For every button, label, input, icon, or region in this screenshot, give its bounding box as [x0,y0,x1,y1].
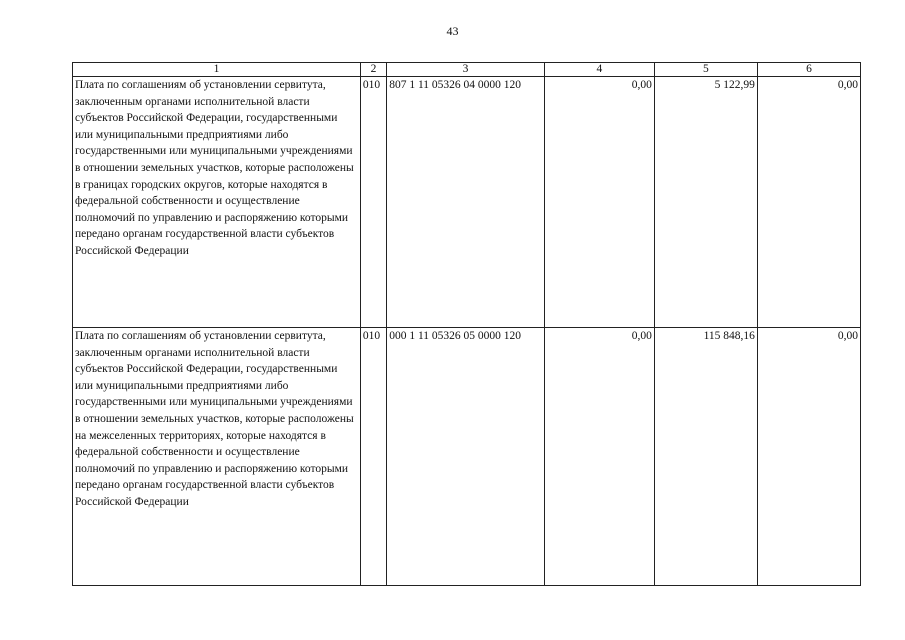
row-value-col4: 0,00 [544,77,654,328]
column-header-4: 4 [544,63,654,77]
row-value-col6: 0,00 [757,77,860,328]
table-header-row [73,63,861,77]
row-description: Плата по соглашениям об установлении сервитута, заключенным органами исполнительной власти субъектов Российской Федерации, государственными или муниципальными предприятиями либо государственными или муниципальными учреждениями в отношении земельных участков, которые расположены на межселенных территориях, которые находятся в федеральной собственности и осуществление полномочий по управлению и распоряжению которыми передано органам государственной власти субъектов Российской Федерации [73,328,361,586]
row-description: Плата по соглашениям об установлении сервитута, заключенным органами исполнительной власти субъектов Российской Федерации, государственными или муниципальными предприятиями либо государственными или муниципальными учреждениями в отношении земельных участков, которые расположены в границах городских округов, которые находятся в федеральной собственности и осуществление полномочий по управлению и распоряжению которыми передано органам государственной власти субъектов Российской Федерации [73,77,361,328]
column-header-5: 5 [654,63,757,77]
table-row [73,77,861,328]
row-budget-classification-code: 807 1 11 05326 04 0000 120 [387,77,545,328]
row-value-col5: 115 848,16 [654,328,757,586]
table-row [73,328,861,586]
column-header-3: 3 [387,63,545,77]
column-header-2: 2 [360,63,386,77]
revenue-table [72,62,861,586]
column-header-6: 6 [757,63,860,77]
row-code-col2: 010 [360,77,386,328]
row-code-col2: 010 [360,328,386,586]
row-value-col4: 0,00 [544,328,654,586]
column-header-1: 1 [73,63,361,77]
row-value-col6: 0,00 [757,328,860,586]
page-number: 43 [446,24,459,38]
row-budget-classification-code: 000 1 11 05326 05 0000 120 [387,328,545,586]
row-value-col5: 5 122,99 [654,77,757,328]
